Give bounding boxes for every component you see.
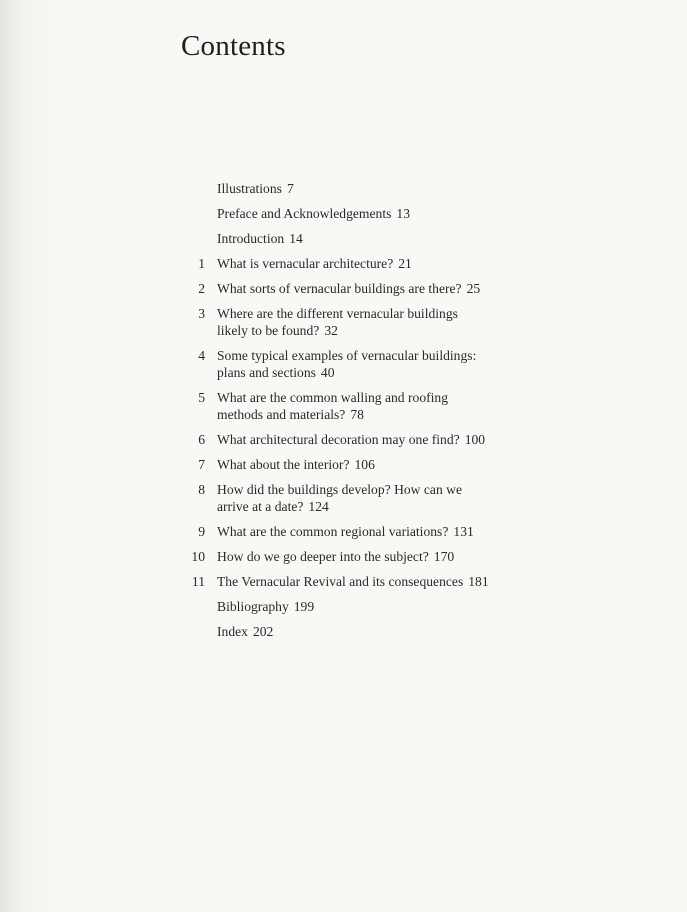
page-number: 100 <box>464 432 486 447</box>
entry-title-line: The Vernacular Revival and its consequences <box>217 574 464 589</box>
entry-text <box>217 456 621 473</box>
entry-title-line: What architectural decoration may one find? <box>217 432 460 447</box>
entry-title-line: arrive at a date? <box>217 499 304 514</box>
chapter-number: 5 <box>198 390 205 405</box>
page-number: 25 <box>466 281 481 296</box>
entry-title-line: likely to be found? <box>217 323 320 338</box>
page-number: 40 <box>320 365 335 380</box>
page-number: 78 <box>350 407 364 422</box>
entry-title-line: What are the common walling and roofing <box>217 390 449 405</box>
entry-text <box>217 389 621 423</box>
entry-title-line: Some typical examples of vernacular buildings: <box>217 348 477 363</box>
entry-title-line: How do we go deeper into the subject? <box>217 549 429 564</box>
entry-text <box>217 523 621 540</box>
page-number: 199 <box>293 599 315 614</box>
entry-text <box>217 431 621 448</box>
page-number: 13 <box>396 206 410 221</box>
entry-text <box>217 205 621 222</box>
entry-text <box>217 280 621 297</box>
page-number: 7 <box>286 181 294 196</box>
entry-title-line: Where are the different vernacular buildings <box>217 306 458 321</box>
entry-title-line: What about the interior? <box>217 457 350 472</box>
chapter-number: 10 <box>191 549 205 564</box>
entry-title-line: methods and materials? <box>217 407 346 422</box>
entry-title-line: Introduction <box>217 231 285 246</box>
entry-title-line: Index <box>217 624 248 639</box>
entry-text <box>217 255 621 272</box>
toc-entry <box>181 548 621 565</box>
page-number: 131 <box>453 524 474 539</box>
entry-text <box>217 598 621 615</box>
toc-entry <box>181 230 621 247</box>
toc-entry <box>181 389 621 423</box>
entry-text <box>217 548 621 565</box>
toc-entry <box>181 180 621 197</box>
chapter-number: 11 <box>191 574 205 589</box>
entry-text <box>217 623 621 640</box>
toc-entry <box>181 305 621 339</box>
chapter-number: 8 <box>198 482 205 497</box>
toc-entry <box>181 205 621 222</box>
entry-title-line: plans and sections <box>217 365 316 380</box>
entry-text <box>217 573 621 590</box>
page-number: 181 <box>468 574 489 589</box>
chapter-number: 4 <box>198 348 205 363</box>
page-number: 202 <box>252 624 274 639</box>
toc-entry <box>181 347 621 381</box>
entry-title-line: What is vernacular architecture? <box>217 256 394 271</box>
entry-title-line: What sorts of vernacular buildings are there? <box>217 281 462 296</box>
chapter-number: 2 <box>198 281 205 296</box>
entry-text <box>217 347 621 381</box>
entry-title-line: How did the buildings develop? How can we <box>217 482 463 497</box>
chapter-number: 3 <box>198 306 205 321</box>
page-number: 170 <box>433 549 455 564</box>
page-number: 124 <box>308 499 329 514</box>
entry-title-line: Preface and Acknowledgements <box>217 206 392 221</box>
entry-text <box>217 230 621 247</box>
entry-title-line: Illustrations <box>217 181 282 196</box>
entry-text <box>217 481 621 515</box>
chapter-number: 6 <box>198 432 205 447</box>
page-number: 32 <box>324 323 338 338</box>
toc-entry <box>181 255 621 272</box>
toc-entry <box>181 456 621 473</box>
entry-title-line: Bibliography <box>217 599 289 614</box>
chapter-number: 9 <box>198 524 205 539</box>
toc-entry <box>181 481 621 515</box>
toc-entry <box>181 280 621 297</box>
page-number: 21 <box>398 256 412 271</box>
entry-title-line: What are the common regional variations? <box>217 524 449 539</box>
entry-text <box>217 305 621 339</box>
page-title: Contents <box>181 30 286 62</box>
toc-entry <box>181 573 621 590</box>
toc-entry <box>181 623 621 640</box>
table-of-contents <box>181 180 621 648</box>
chapter-number: 7 <box>198 457 205 472</box>
page-number: 106 <box>354 457 375 472</box>
toc-entry <box>181 523 621 540</box>
page-number: 14 <box>289 231 303 246</box>
toc-entry <box>181 598 621 615</box>
entry-text <box>217 180 621 197</box>
chapter-number: 1 <box>198 256 205 271</box>
toc-entry <box>181 431 621 448</box>
